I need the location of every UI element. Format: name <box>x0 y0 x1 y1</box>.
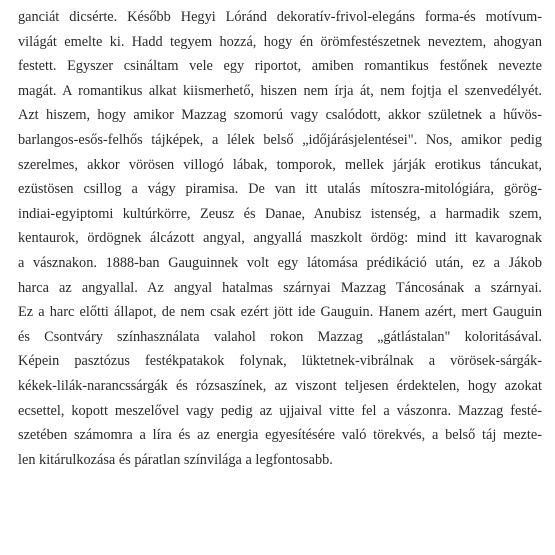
text-line: festett. Egyszer csináltam vele egy riportot, amiben romantikus festőnek nevezte <box>18 58 542 75</box>
text-line: a vásznakon. 1888-ban Gauguinnek volt egy látomása prédikáció után, ez a Jákob <box>18 254 542 271</box>
text-line: kékek-lilák-narancssárgák és rózsaszínek, az viszont teljesen érdektelen, hogy azokat <box>18 377 542 394</box>
text-line: magát. A romantikus alkat kiismerhető, hiszen nem írja át, nem fojtja el szenvedélyét. <box>18 82 542 99</box>
text-line: harca az angyallal. Az angyal hatalmas szárnyai Mazzag Táncosának a szárnyai. <box>18 279 542 296</box>
text-line: kentaurok, ördögnek álcázott angyal, angyallá maszkolt ördög: mind itt kavarognak <box>18 230 542 247</box>
text-line: Azt hiszem, hogy amikor Mazzag szomorú vagy csalódott, akkor születnek a hűvös- <box>18 107 542 124</box>
text-line: szetében számomra a líra és az energia egyesítésére való törekvés, a belső táj mezte- <box>18 427 542 444</box>
text-line: barlangos-esős-felhős tájképek, a lélek belső „időjárásjelentései". Nos, amikor pedig <box>18 131 542 148</box>
text-line: Képein pasztózus festékpatakok folynak, lüktetnek-vibrálnak a vörösek-sárgák- <box>18 353 542 370</box>
body-paragraph <box>18 5 542 472</box>
text-line: világát emelte ki. Hadd tegyem hozzá, hogy én örömfestészetnek neveztem, ahogyan <box>18 33 542 50</box>
text-line: ezüstösen csillog a vágy piramisa. De van itt utalás mítoszra-mitológiára, görög- <box>18 181 542 198</box>
text-line: indiai-egyiptomi kultúrkörre, Zeusz és Danae, Anubisz istenség, a harmadik szem, <box>18 205 542 222</box>
text-line: szerelmes, akkor vörösen villogó lábak, tomporok, mellek járják erotikus táncukat, <box>18 156 542 173</box>
text-line-last: len kitárulkozása és páratlan színvilága a legfontosabb. <box>18 451 333 468</box>
text-line: ganciát dicsérte. Később Hegyi Lóránd dekoratív-frivol-elegáns forma-és motívum- <box>18 9 542 25</box>
text-line: ecsettel, kopott meszelővel vagy pedig az ujjaival vitte fel a vászonra. Mazzag festé- <box>18 402 542 419</box>
text-line: és Csontváry színhasználata valahol rokon Mazzag „gátlástalan" koloritásával. <box>18 328 542 345</box>
document-page <box>18 5 542 472</box>
text-line: Ez a harc előtti állapot, de nem csak ezért jött ide Gauguin. Hanem azért, mert Gauguin <box>18 304 542 321</box>
